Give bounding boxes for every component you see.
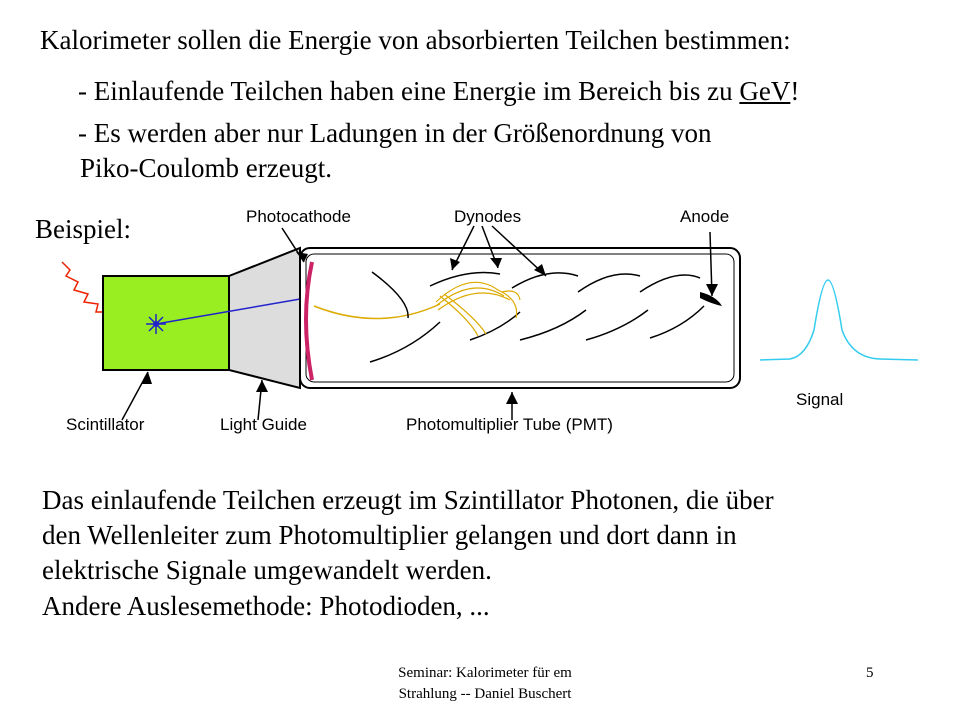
footer-line-1: Seminar: Kalorimeter für em	[398, 665, 572, 681]
body-line-2: den Wellenleiter zum Photomultiplier gelangen und dort dann in	[42, 520, 737, 550]
bullet-charge-line2: Piko-Coulomb erzeugt.	[80, 153, 332, 183]
label-pmt: Photomultiplier Tube (PMT)	[406, 415, 613, 434]
bullet-charge-line1: - Es werden aber nur Ladungen in der Größenordnung von	[78, 118, 712, 148]
example-label: Beispiel:	[35, 214, 131, 244]
label-dynodes: Dynodes	[454, 207, 522, 226]
label-photocathode: Photocathode	[246, 207, 351, 226]
label-light-guide: Light Guide	[220, 415, 307, 434]
body-line-3: elektrische Signale umgewandelt werden.	[42, 555, 492, 585]
label-scintillator: Scintillator	[66, 415, 145, 434]
label-signal: Signal	[796, 390, 844, 409]
label-anode: Anode	[680, 207, 730, 226]
bullet-energy-exclaim: !	[790, 76, 800, 106]
footer-line-2: Strahlung -- Daniel Buschert	[398, 686, 572, 702]
body-line-1: Das einlaufende Teilchen erzeugt im Szintillator Photonen, die über	[42, 485, 774, 515]
bullet-energy-text: - Einlaufende Teilchen haben eine Energie im Bereich bis zu	[78, 76, 740, 106]
signal-pulse	[760, 280, 918, 360]
page-number: 5	[866, 665, 874, 681]
gev-unit: GeV	[739, 76, 791, 106]
light-guide-shape	[229, 248, 300, 388]
slide-title: Kalorimeter sollen die Energie von absorbierten Teilchen bestimmen:	[40, 25, 791, 55]
body-line-4: Andere Auslesemethode: Photodioden, ...	[42, 591, 490, 621]
